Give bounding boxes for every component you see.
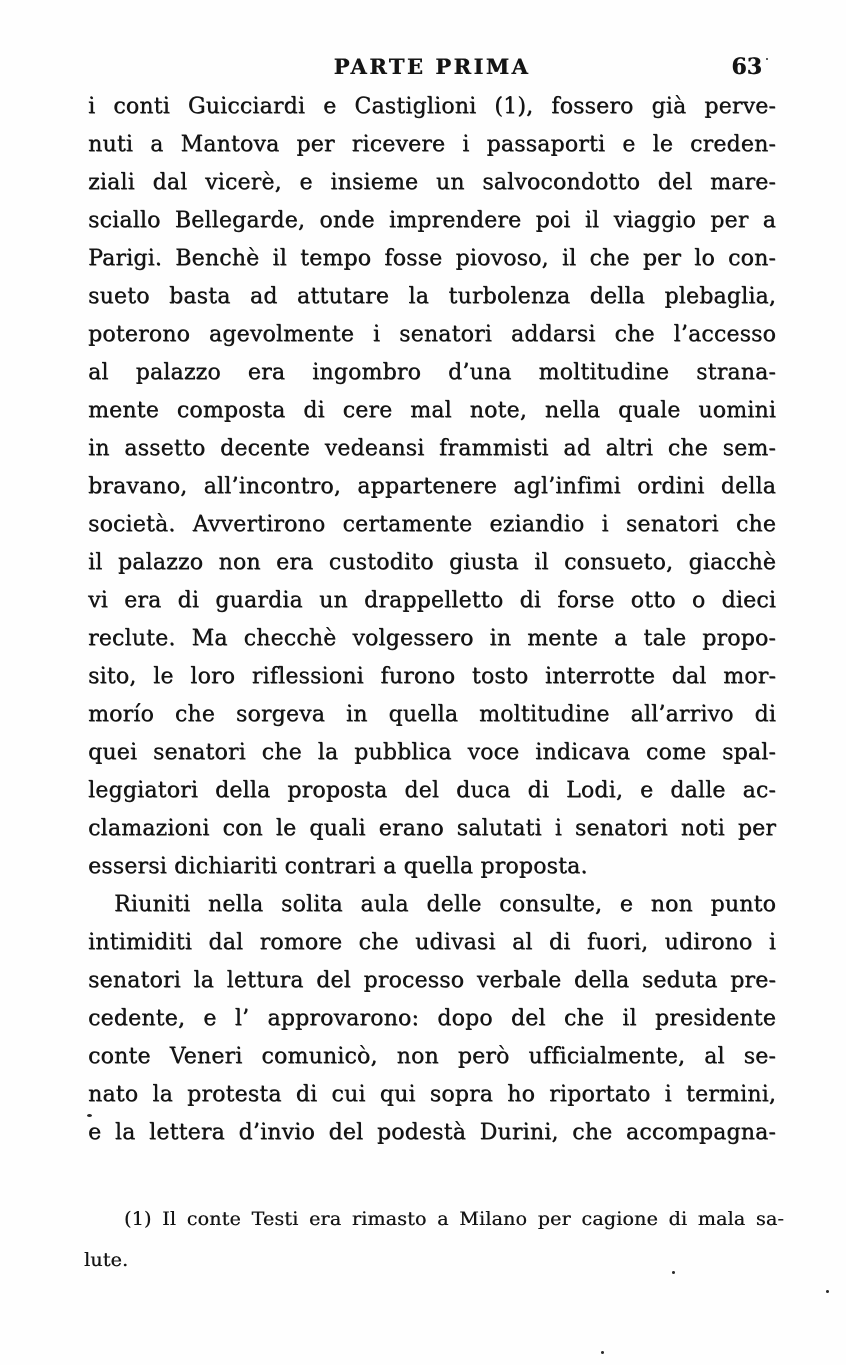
text-line: senatori la lettura del processo verbale della seduta pre-: [88, 968, 776, 993]
text-line: reclute. Ma checchè volgessero in mente a tale propo-: [88, 626, 776, 651]
text-line: leggiatori della proposta del duca di Lodi, e dalle ac-: [88, 778, 776, 803]
footnote-line: (1) Il conte Testi era rimasto a Milano per cagione di mala sa-: [124, 1208, 784, 1230]
text-line: poterono agevolmente i senatori addarsi che l’accesso: [88, 322, 776, 347]
scan-speckle: [672, 1271, 675, 1274]
text-line: società. Avvertirono certamente eziandio i senatori che: [88, 512, 776, 537]
running-title: PARTE PRIMA: [333, 54, 531, 79]
text-line: sueto basta ad attutare la turbolenza della plebaglia,: [88, 284, 776, 309]
text-line: sciallo Bellegarde, onde imprendere poi il viaggio per a: [88, 208, 776, 233]
text-line: nuti a Mantova per ricevere i passaporti e le creden-: [88, 132, 776, 157]
text-line: il palazzo non era custodito giusta il consueto, giacchè: [88, 550, 776, 575]
text-line: clamazioni con le quali erano salutati i senatori noti per: [88, 816, 776, 841]
text-line: Parigi. Benchè il tempo fosse piovoso, il che per lo con-: [88, 246, 776, 271]
page-header: [88, 54, 776, 84]
text-line: in assetto decente vedeansi frammisti ad altri che sem-: [88, 436, 776, 461]
scan-speckle: [87, 1114, 92, 1117]
text-line: nato la protesta di cui qui sopra ho riportato i termini,: [88, 1082, 776, 1107]
scan-speckle: [826, 1290, 829, 1293]
text-line: al palazzo era ingombro d’una moltitudine strana-: [88, 360, 776, 385]
page-number: 63: [731, 54, 762, 80]
text-line: sito, le loro riflessioni furono tosto interrotte dal mor-: [88, 664, 776, 689]
text-line: essersi dichiariti contrari a quella proposta.: [88, 854, 588, 879]
text-line: e la lettera d’invio del podestà Durini, che accompagna-: [88, 1120, 776, 1145]
text-line: intimiditi dal romore che udivasi al di fuori, udirono i: [88, 930, 776, 955]
scan-speckle: [601, 1351, 604, 1354]
text-line: mente composta di cere mal note, nella quale uomini: [88, 398, 776, 423]
text-line: i conti Guicciardi e Castiglioni (1), fossero già perve-: [88, 94, 776, 119]
text-line: morío che sorgeva in quella moltitudine all’arrivo di: [88, 702, 776, 727]
text-line: quei senatori che la pubblica voce indicava come spal-: [88, 740, 776, 765]
body-text: [88, 88, 776, 1152]
footnote-line: lute.: [84, 1249, 129, 1271]
text-line: bravano, all’incontro, appartenere agl’infimi ordini della: [88, 474, 776, 499]
scan-speckle: [766, 58, 768, 60]
text-line: Riuniti nella solita aula delle consulte, e non punto: [114, 892, 776, 917]
text-line: ziali dal vicerè, e insieme un salvocondotto del mare-: [88, 170, 776, 195]
footnote: [84, 1199, 784, 1281]
text-line: vi era di guardia un drappelletto di forse otto o dieci: [88, 588, 776, 613]
text-line: cedente, e l’ approvarono: dopo del che il presidente: [88, 1006, 776, 1031]
text-line: conte Veneri comunicò, non però ufficialmente, al se-: [88, 1044, 776, 1069]
